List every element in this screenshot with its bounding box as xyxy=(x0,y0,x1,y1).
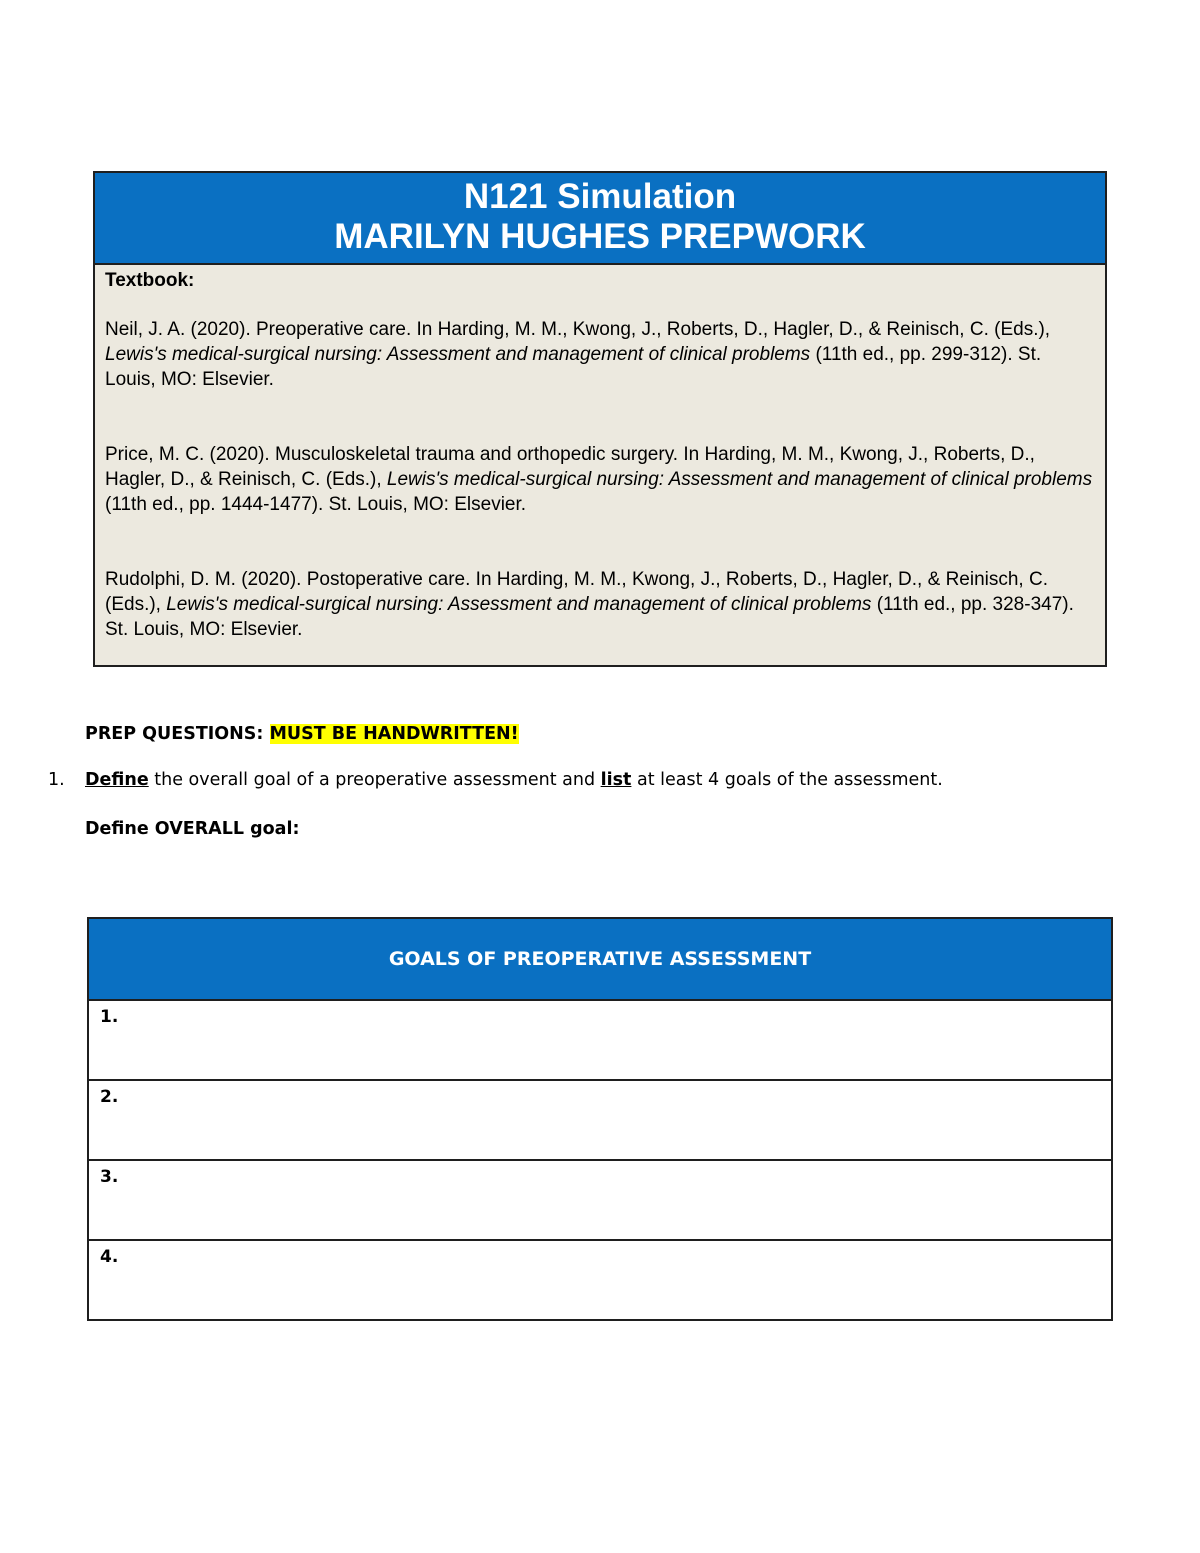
goal-row-1[interactable]: 1. xyxy=(89,1001,1111,1081)
goal-row-3[interactable]: 3. xyxy=(89,1161,1111,1241)
question-1-text-end: at least 4 goals of the assessment. xyxy=(631,770,943,790)
doc-title-line2: MARILYN HUGHES PREPWORK xyxy=(334,217,866,256)
reference-1-title: Lewis's medical-surgical nursing: Assessment and management of clinical problems xyxy=(105,344,811,365)
prep-questions-heading xyxy=(85,724,519,744)
reference-1 xyxy=(105,317,1095,392)
overall-goal-label: Define OVERALL goal: xyxy=(85,819,300,839)
goals-table xyxy=(87,917,1113,1321)
textbook-label: Textbook: xyxy=(105,270,195,291)
prep-label: PREP QUESTIONS: xyxy=(85,724,264,744)
doc-title-line1: N121 Simulation xyxy=(463,177,737,216)
reference-2-title: Lewis's medical-surgical nursing: Assessment and management of clinical problems xyxy=(386,469,1093,490)
goal-row-2[interactable]: 2. xyxy=(89,1081,1111,1161)
reference-2-publication: (11th ed., pp. 1444-1477). St. Louis, MO: Elsevier. xyxy=(105,494,527,515)
question-1-text-mid: the overall goal of a preoperative assessment and xyxy=(148,770,601,790)
references-section xyxy=(95,265,1105,642)
reference-3-title: Lewis's medical-surgical nursing: Assessment and management of clinical problems xyxy=(166,594,872,615)
question-1 xyxy=(48,770,943,790)
reference-3-authors: Rudolphi, D. M. (2020). Postoperative care. In Harding, M. M., Kwong, J., Roberts, D., Hagler, D., & Reinisch, C. (Eds.), xyxy=(105,569,1048,615)
reference-1-publication: (11th ed., pp. 299-312). St. Louis, MO: Elsevier. xyxy=(105,344,1042,390)
title-band xyxy=(95,173,1105,265)
question-1-list: list xyxy=(600,770,632,790)
question-1-number: 1. xyxy=(48,770,65,790)
goal-row-4[interactable]: 4. xyxy=(100,1247,119,1267)
goals-table-header: GOALS OF PREOPERATIVE ASSESSMENT xyxy=(89,919,1111,1001)
handwritten-notice: MUST BE HANDWRITTEN! xyxy=(269,724,519,744)
reference-3 xyxy=(105,567,1095,642)
reference-3-publication: (11th ed., pp. 328-347). St. Louis, MO: Elsevier. xyxy=(105,594,1074,640)
textbook-box xyxy=(93,171,1107,667)
question-1-define: Define xyxy=(85,770,149,790)
reference-2-authors: Price, M. C. (2020). Musculoskeletal trauma and orthopedic surgery. In Harding, M. M., Kwong, J., Roberts, D., Hagler, D., & Reinisch, C. (Eds.), xyxy=(105,444,1035,490)
reference-2 xyxy=(105,442,1095,517)
reference-1-authors: Neil, J. A. (2020). Preoperative care. In Harding, M. M., Kwong, J., Roberts, D., Hagler, D., & Reinisch, C. (Eds.), xyxy=(105,319,1051,340)
